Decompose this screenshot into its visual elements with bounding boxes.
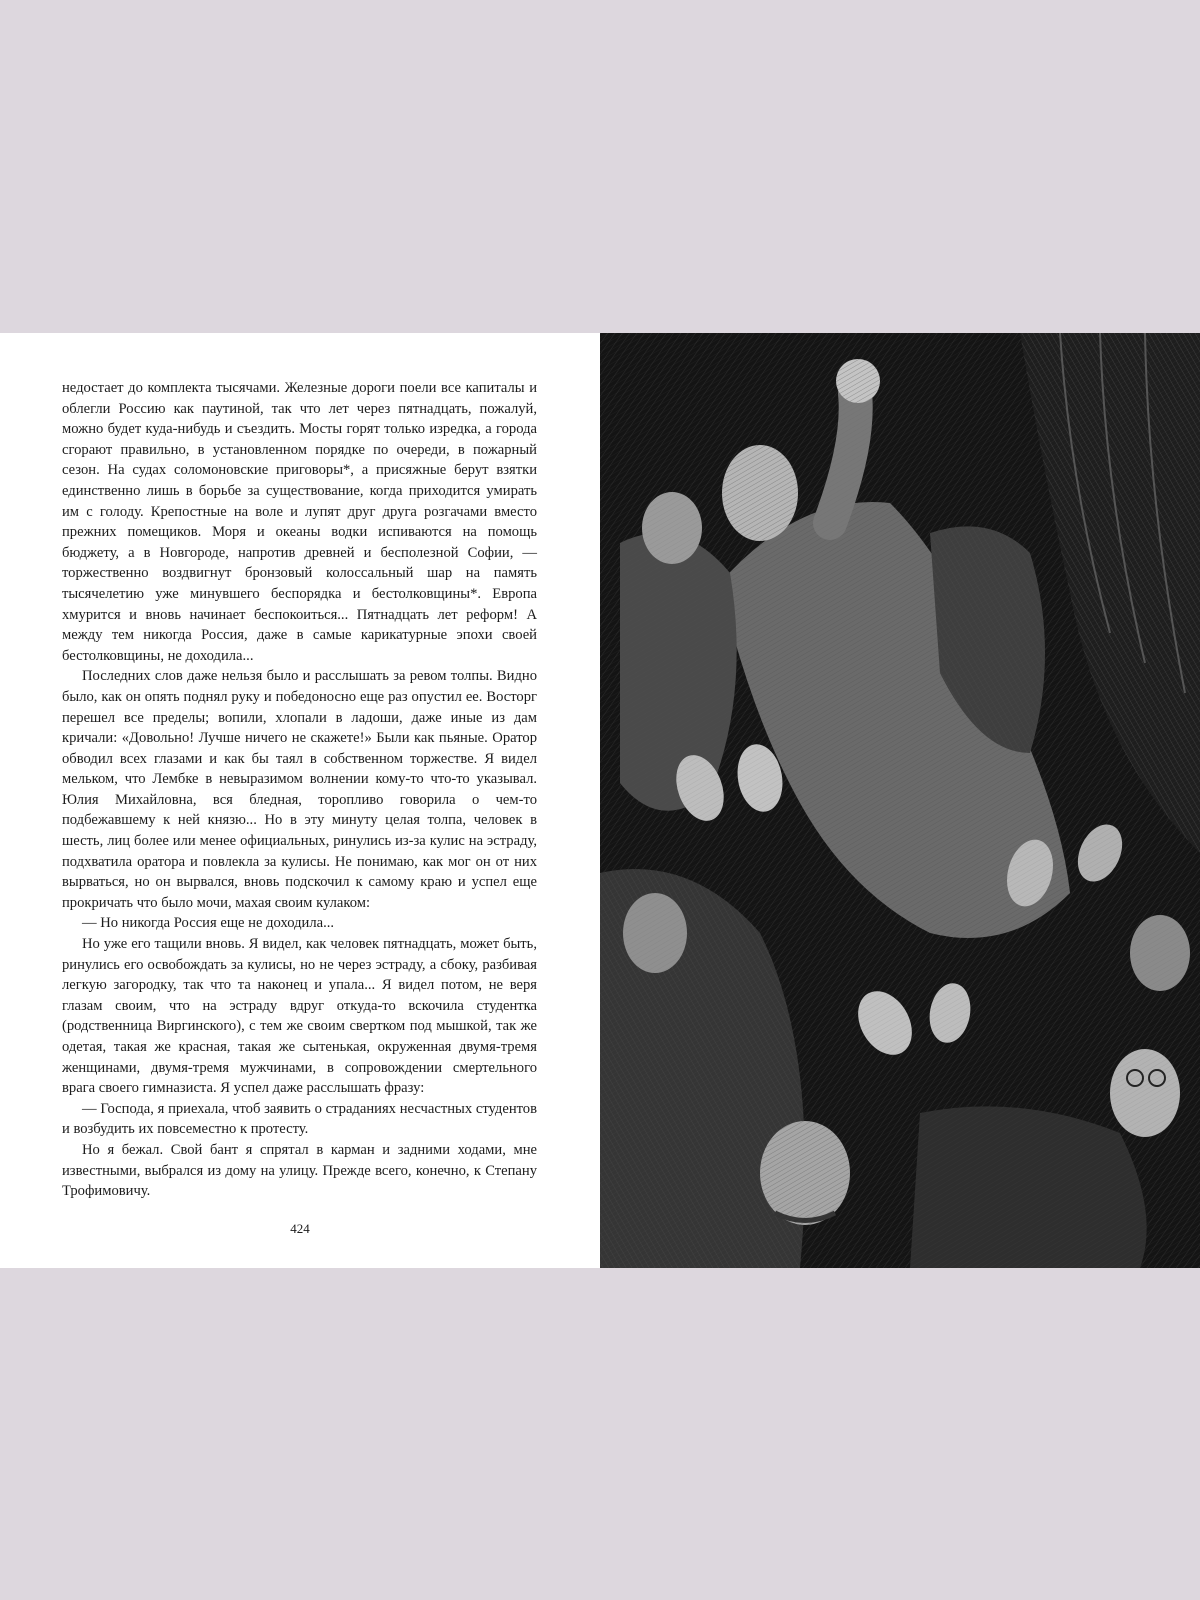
text-page — [0, 333, 600, 1268]
paragraph: Но я бежал. Свой бант я спрятал в карман и задними ходами, мне известными, выбрался из дому на улицу. Прежде всего, конечно, к Степану Трофимовичу. — [62, 1141, 537, 1200]
body-text — [62, 378, 537, 1202]
book-spread — [0, 333, 1200, 1268]
dialogue-line: — Господа, я приехала, чтоб заявить о страданиях несчастных студентов и возбудить их повсеместно к протесту. — [62, 1100, 537, 1138]
page-number: 424 — [290, 1221, 310, 1236]
illustration — [600, 333, 1200, 1268]
paragraph: недостает до комплекта тысячами. Железные дороги поели все капиталы и облегли Россию как паутиной, так что лет через пятнадцать, пожалуй, можно будет куда-нибудь и съездить. Мосты горят только изредка, а города сгорают правильно, в установленном порядке по очереди, в пожарный сезон. На судах соломоновские приговоры*, а присяжные берут взятки единственно лишь в борьбе за существование, когда приходится умирать им с голоду. Крепостные на воле и лупят друг друга розгачами вместо прежних помещиков. Моря и океаны водки испиваются на помощь бюджету, а в Новгороде, напротив древней и бесполезной Софии, — торжественно воздвигнут бронзовый колоссальный шар на память тысячелетию уже минувшего беспорядка и бестолковщины*. Европа хмурится и вновь начинает беспокоиться... Пятнадцать лет реформ! А между тем никогда Россия, даже в самые карикатурные эпохи своей бестолковщины, не доходила... — [62, 380, 537, 664]
dialogue-line: — Но никогда Россия еще не доходила... — [82, 915, 335, 932]
paragraph: Последних слов даже нельзя было и расслышать за ревом толпы. Видно было, как он опять поднял руку и победоносно еще раз опустил ее. Восторг перешел все пределы; вопили, хлопали в ладоши, даже иные из дам кричали: «Довольно! Лучше ничего не скажете!» Были как пьяные. Оратор обводил всех глазами и как бы таял в собственном торжестве. Я видел мельком, что Лембке в невыразимом волнении кому-то что-то указывал. Юлия Михайловна, вся бледная, торопливо говорила о чем-то подбежавшему к ней князю... Но в эту минуту целая толпа, человек в шесть, лиц более или менее официальных, ринулись из-за кулис на эстраду, подхватила оратора и повлекла за кулисы. Не понимаю, как мог он от них вырваться, но он вырвался, вновь подскочил к самому краю и успел еще прокричать что было мочи, махая своим кулаком: — [62, 668, 537, 911]
paragraph: Но уже его тащили вновь. Я видел, как человек пятнадцать, может быть, ринулись его освобождать за кулисы, но не через эстраду, а сбоку, разбивая легкую загородку, так что та наконец и упала... Я видел потом, не веря глазам своим, что на эстраду вдруг откуда-то вскочила студентка (родственница Виргинского), с тем же своим свертком под мышкой, так же одетая, такая же красная, такая же сытенькая, окруженная двумя-тремя женщинами, двумя-тремя мужчинами, в сопровождении смертельного врага своего гимназиста. Я успел даже расслышать фразу: — [62, 936, 537, 1097]
crowd-drawing — [600, 333, 1200, 1268]
